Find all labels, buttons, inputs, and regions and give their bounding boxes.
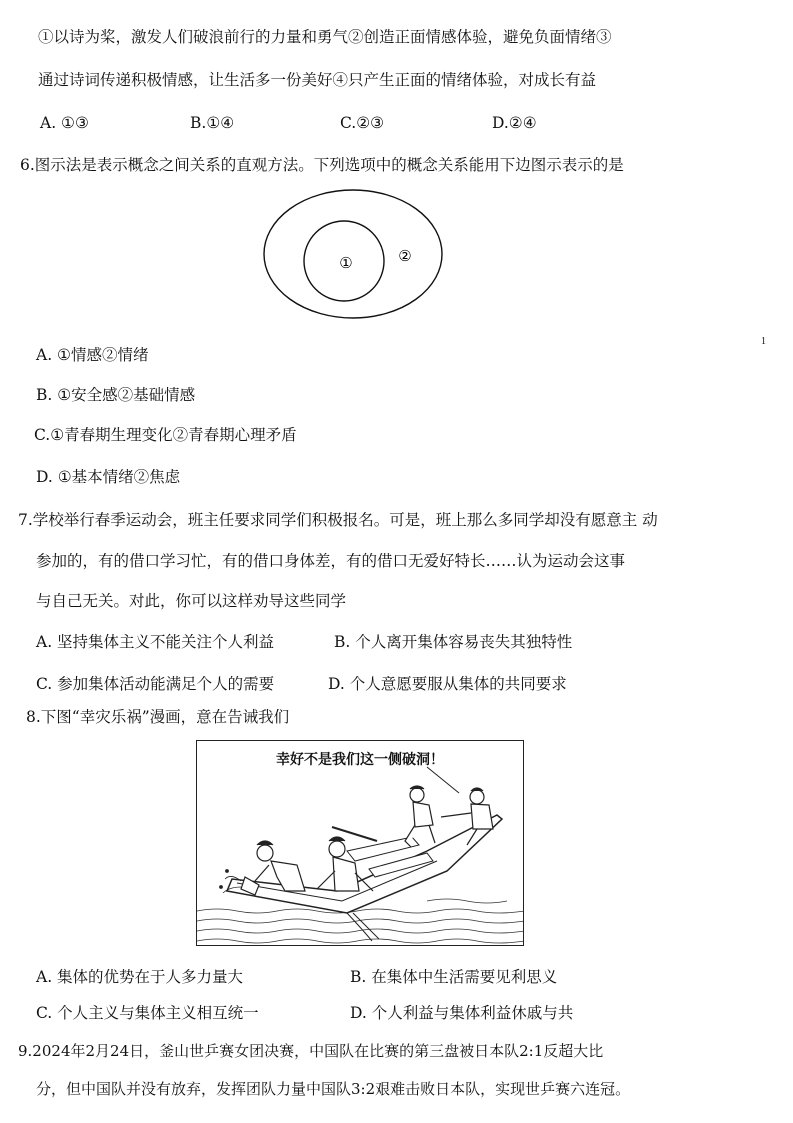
q6-option-b: B. ①安全感②基础情感 (36, 386, 196, 404)
cartoon-caption: 幸好不是我们这一侧破洞！ (276, 752, 444, 768)
venn-outer-label: ② (398, 247, 412, 265)
q5-option-d: D.②④ (492, 114, 537, 132)
page-number: 1 (761, 336, 766, 347)
q8-option-c: C. 个人主义与集体主义相互统一 (36, 1004, 259, 1022)
q6-stem: 6.图示法是表示概念之间关系的直观方法。下列选项中的概念关系能用下边图示表示的是 (20, 156, 624, 174)
q8-stem: 8.下图“幸灾乐祸”漫画，意在告诫我们 (26, 708, 290, 726)
q5-option-c: C.②③ (340, 114, 385, 132)
sinking-boat-drawing (197, 741, 524, 946)
q7-option-c: C. 参加集体活动能满足个人的需要 (36, 675, 275, 693)
q5-option-b: B.①④ (190, 114, 235, 132)
venn-inner-label: ① (339, 254, 353, 272)
q9-line-1: 9.2024年2月24日，釜山世乒赛女团决赛，中国队在比赛的第三盘被日本队2:1反超大比 (18, 1042, 604, 1060)
q7-option-a: A. 坚持集体主义不能关注个人利益 (36, 633, 275, 651)
q5-line-1: ①以诗为桨，激发人们破浪前行的力量和勇气②创造正面情感体验，避免负面情绪③ (38, 28, 612, 46)
cartoon-image (196, 740, 524, 946)
q9-line-2: 分，但中国队并没有放弃，发挥团队力量中国队3:2艰难击败日本队，实现世乒赛六连冠。 (36, 1080, 631, 1098)
q8-option-d: D. 个人利益与集体利益休戚与共 (350, 1004, 574, 1022)
q8-option-b: B. 在集体中生活需要见利思义 (350, 968, 558, 986)
q7-line-3: 与自己无关。对此，你可以这样劝导这些同学 (36, 592, 347, 610)
q7-option-b: B. 个人离开集体容易丧失其独特性 (334, 633, 573, 651)
q5-line-2: 通过诗词传递积极情感，让生活多一份美好④只产生正面的情绪体验，对成长有益 (38, 71, 597, 89)
q7-line-2: 参加的，有的借口学习忙，有的借口身体差，有的借口无爱好特长……认为运动会这事 (36, 552, 626, 570)
q8-option-a: A. 集体的优势在于人多力量大 (36, 968, 244, 986)
q6-option-d: D. ①基本情绪②焦虑 (36, 468, 181, 486)
q7-line-1: 7.学校举行春季运动会，班主任要求同学们积极报名。可是，班上那么多同学却没有愿意主 动 (18, 511, 658, 529)
q6-option-c: C.①青春期生理变化②青春期心理矛盾 (34, 426, 297, 444)
venn-outer-ellipse (264, 190, 442, 318)
q7-option-d: D. 个人意愿要服从集体的共同要求 (328, 675, 567, 693)
q6-option-a: A. ①情感②情绪 (36, 346, 149, 364)
q5-option-a: A. ①③ (40, 114, 89, 132)
venn-diagram (262, 188, 444, 320)
